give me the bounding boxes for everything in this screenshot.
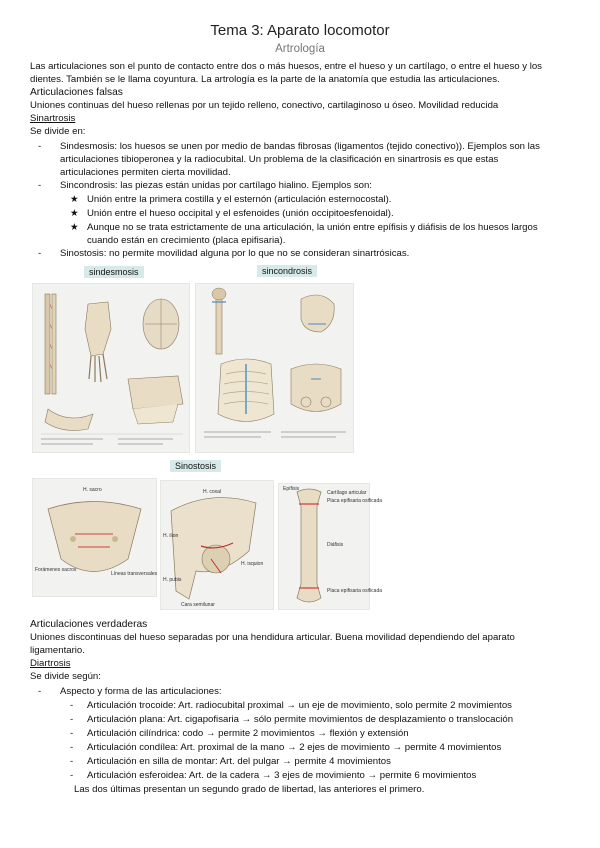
caption-sindesmosis: sindesmosis	[84, 266, 144, 278]
articulacion-item: Articulación plana: Art. cigapofisaria → sólo permite movimientos de desplazamiento o translocación	[87, 714, 514, 725]
sincondrosis-text: Sincondrosis: las piezas están unidas por cartílago hialino. Ejemplos son:	[60, 180, 372, 191]
dash-bullet: -	[70, 728, 74, 739]
verdaderas-description-2: ligamentario.	[30, 645, 85, 656]
diartrosis-heading: Diartrosis	[30, 658, 71, 669]
dash-bullet: -	[70, 742, 74, 753]
page-title: Tema 3: Aparato locomotor	[210, 22, 390, 39]
dash-bullet: -	[70, 756, 74, 767]
articulacion-item: Articulación condílea: Art. proximal de la mano → 2 ejes de movimiento → permite 4 movimientos	[87, 742, 502, 753]
dash-bullet: -	[38, 686, 42, 697]
aspecto-text: Aspecto y forma de las articulaciones:	[60, 686, 222, 697]
star-bullet-icon: ★	[70, 222, 79, 233]
label-foramenes: Forámenes sacros	[35, 567, 77, 573]
articulacion-item: Articulación en silla de montar: Art. del pulgar → permite 4 movimientos	[87, 756, 391, 767]
star-bullet-icon: ★	[70, 208, 79, 219]
dash-bullet: -	[38, 248, 42, 259]
articulacion-item: Articulación esferoidea: Art. de la cadera → 3 ejes de movimiento → permite 6 movimientos	[87, 770, 477, 781]
articulacion-item: Articulación trocoide: Art. radiocubital proximal → un eje de movimiento, solo permite 2 movimientos	[87, 700, 512, 711]
sincondrosis-example-3-line-2: cuando están en crecimiento (placa epifisaria).	[87, 235, 286, 246]
dash-bullet: -	[70, 714, 74, 725]
label-pubis: H. pubis	[163, 577, 182, 583]
label-lineas: Líneas transversales	[111, 571, 158, 577]
verdaderas-heading: Articulaciones verdaderas	[30, 619, 148, 630]
label-sacro: H. sacro	[83, 487, 102, 493]
label-cartilago: Cartílago articular	[327, 490, 367, 496]
falsas-description: Uniones continuas del hueso rellenas por un tejido relleno, conectivo, cartilaginoso u óseo. Movilidad reducida	[30, 100, 499, 111]
caption-sincondrosis: sincondrosis	[257, 265, 317, 277]
label-ilion: H. ilion	[163, 533, 179, 539]
sincondrosis-example-2: Unión entre el hueso occipital y el esfenoides (unión occipitoesfenoidal).	[87, 208, 394, 219]
label-epifisis: Epífisis	[283, 486, 300, 492]
dash-bullet: -	[38, 141, 42, 152]
sinartrosis-heading: Sinartrosis	[30, 113, 76, 124]
dash-bullet: -	[70, 770, 74, 781]
verdaderas-description-1: Uniones discontinuas del hueso separadas por una hendidura articular. Buena movilidad dependiendo del aparato	[30, 632, 515, 643]
diartrosis-divide: Se divide según:	[30, 671, 101, 682]
label-isquion: H. isquion	[241, 561, 264, 567]
intro-line-1: Las articulaciones son el punto de contacto entre dos o más huesos, entre el hueso y un cartílago, o entre el hueso y los	[30, 61, 542, 72]
label-coxal: H. coxal	[203, 489, 222, 495]
falsas-heading: Articulaciones falsas	[30, 87, 123, 98]
sincondrosis-figure	[195, 283, 354, 453]
sinostosis-sacrum-figure	[32, 478, 157, 597]
label-placa-proximal: Placa epifisaria osificada	[327, 498, 383, 504]
caption-sinostosis: Sinostosis	[170, 460, 221, 472]
label-cara: Cara semilunar	[181, 602, 215, 608]
dash-bullet: -	[70, 700, 74, 711]
sincondrosis-example-1: Unión entre la primera costilla y el esternón (articulación esternocostal).	[87, 194, 392, 205]
star-bullet-icon: ★	[70, 194, 79, 205]
label-placa-distal: Placa epifisaria osificada	[327, 588, 383, 594]
intro-line-2: dientes. También se le llama coyuntura. La artrología es la parte de la anatomía que estudia las articulaciones.	[30, 74, 500, 85]
sinartrosis-divide: Se divide en:	[30, 126, 86, 137]
sincondrosis-example-3-line-1: Aunque no se trata estrictamente de una articulación, la unión entre epífisis y diáfisis de los huesos largos	[87, 222, 538, 233]
sindesmosis-figure	[32, 283, 190, 453]
sindesmosis-line-1: Sindesmosis: los huesos se unen por medio de bandas fibrosas (ligamentos (tejido conectivo)). Ejemplos son las	[60, 141, 540, 152]
sindesmosis-line-3: articulaciones permiten cierta movilidad.	[60, 167, 231, 178]
sindesmosis-line-2: articulaciones tibioperonea y la radiocubital. Un problema de la clasificación en sinartrosis es que estas	[60, 154, 499, 165]
sinostosis-long-bone-figure	[278, 483, 383, 610]
articulacion-item: Articulación cilíndrica: codo → permite 2 movimientos → flexión y extensión	[87, 728, 409, 739]
label-diafisis: Diáfisis	[327, 542, 344, 548]
sinostosis-coxal-figure	[160, 480, 274, 610]
page-subtitle: Artrología	[275, 43, 325, 55]
closing-note: Las dos últimas presentan un segundo grado de libertad, las anteriores el primero.	[74, 784, 425, 795]
dash-bullet: -	[38, 180, 42, 191]
sinostosis-text: Sinostosis: no permite movilidad alguna por lo que no se consideran sinartrósicas.	[60, 248, 410, 259]
